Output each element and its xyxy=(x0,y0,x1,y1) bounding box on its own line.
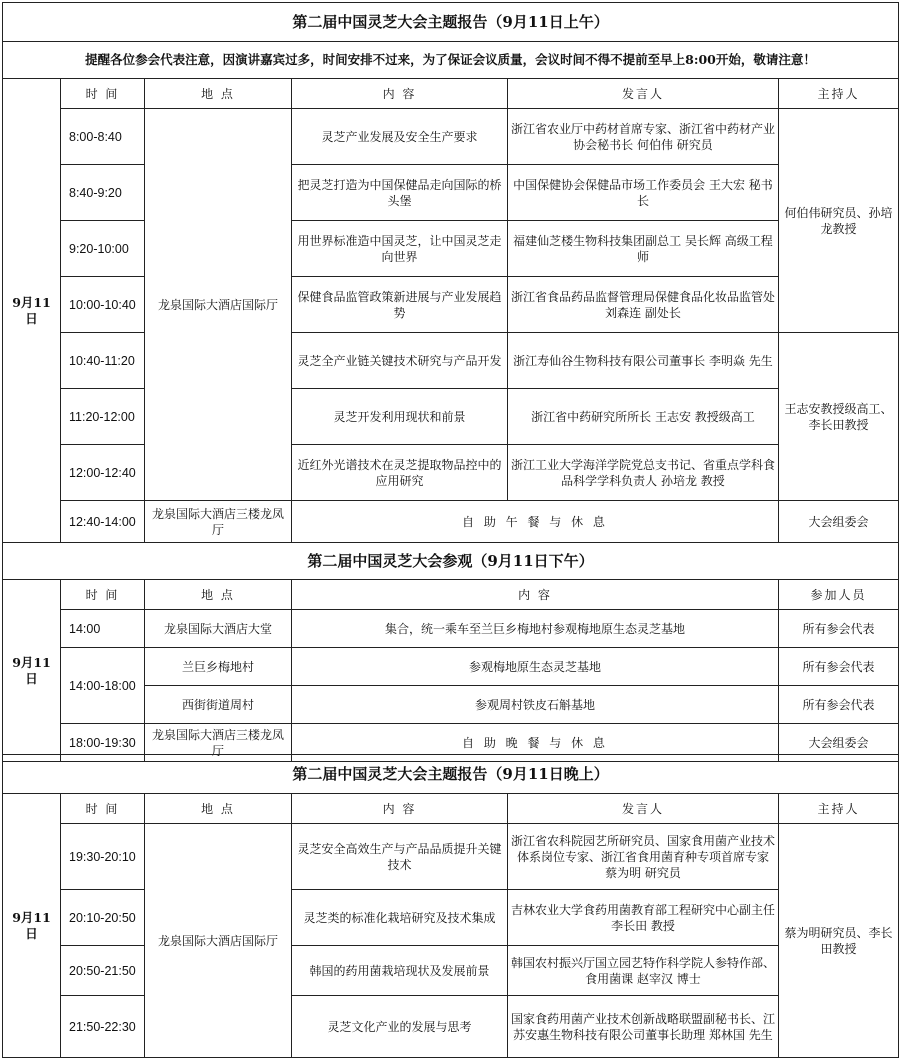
table-row-place: 西街街道周村 xyxy=(145,686,292,724)
table-row-content: 灵芝产业发展及安全生产要求 xyxy=(292,109,508,165)
header-speaker: 发言人 xyxy=(508,79,779,109)
evening-schedule-table xyxy=(2,754,899,1058)
table-row-time: 20:10-20:50 xyxy=(61,890,145,946)
afternoon-visit-table xyxy=(2,542,899,762)
morning-venue: 龙泉国际大酒店国际厅 xyxy=(145,109,292,501)
table-row-content: 灵芝安全高效生产与产品品质提升关键技术 xyxy=(292,824,508,890)
evening-title: 第二届中国灵芝大会主题报告（9月11日晚上） xyxy=(3,755,899,794)
table-row-time: 21:50-22:30 xyxy=(61,996,145,1058)
table-row-time: 8:00-8:40 xyxy=(61,109,145,165)
table-row-people: 所有参会代表 xyxy=(779,648,899,686)
evening-date: 9月11日 xyxy=(3,794,61,1058)
header-time: 时 间 xyxy=(61,79,145,109)
table-row-content: 韩国的药用菌栽培现状及发展前景 xyxy=(292,946,508,996)
table-row-content: 灵芝全产业链关键技术研究与产品开发 xyxy=(292,333,508,389)
table-row-time: 20:50-21:50 xyxy=(61,946,145,996)
evening-venue: 龙泉国际大酒店国际厅 xyxy=(145,824,292,1058)
table-row-speaker: 韩国农村振兴厅国立园艺特作科学院人参特作部、食用菌课 赵宰汉 博士 xyxy=(508,946,779,996)
table-row-time: 12:00-12:40 xyxy=(61,445,145,501)
morning-notice: 提醒各位参会代表注意，因演讲嘉宾过多，时间安排不过来，为了保证会议质量，会议时间不得不提前至早上8:00开始，敬请注意！ xyxy=(3,42,899,79)
header-host: 主持人 xyxy=(779,79,899,109)
table-row-content: 集合，统一乘车至兰巨乡梅地村参观梅地原生态灵芝基地 xyxy=(292,610,779,648)
table-row-content: 用世界标准造中国灵芝，让中国灵芝走向世界 xyxy=(292,221,508,277)
dinner-time: 18:00-19:30 xyxy=(61,724,145,762)
table-row-people: 所有参会代表 xyxy=(779,686,899,724)
table-row-time: 11:20-12:00 xyxy=(61,389,145,445)
table-row-speaker: 浙江省农科院园艺所研究员、国家食用菌产业技术体系岗位专家、浙江省食用菌育种专项首席专家 蔡为明 研究员 xyxy=(508,824,779,890)
table-row-speaker: 国家食药用菌产业技术创新战略联盟副秘书长、江苏安惠生物科技有限公司董事长助理 郑林国 先生 xyxy=(508,996,779,1058)
evening-host: 蔡为明研究员、李长田教授 xyxy=(779,824,899,1058)
morning-host-1: 何伯伟研究员、孙培龙教授 xyxy=(779,109,899,333)
morning-date: 9月11日 xyxy=(3,79,61,543)
dinner-people: 大会组委会 xyxy=(779,724,899,762)
lunch-place: 龙泉国际大酒店三楼龙凤厅 xyxy=(145,501,292,543)
table-row-time: 8:40-9:20 xyxy=(61,165,145,221)
lunch-host: 大会组委会 xyxy=(779,501,899,543)
table-row-time: 10:40-11:20 xyxy=(61,333,145,389)
header-place: 地 点 xyxy=(145,580,292,610)
table-row-place: 龙泉国际大酒店大堂 xyxy=(145,610,292,648)
table-row-time: 10:00-10:40 xyxy=(61,277,145,333)
table-row-content: 灵芝开发利用现状和前景 xyxy=(292,389,508,445)
header-place: 地 点 xyxy=(145,79,292,109)
header-time: 时 间 xyxy=(61,794,145,824)
morning-schedule-table xyxy=(2,2,899,543)
header-content: 内 容 xyxy=(292,794,508,824)
header-speaker: 发言人 xyxy=(508,794,779,824)
afternoon-date: 9月11日 xyxy=(3,580,61,762)
header-content: 内 容 xyxy=(292,79,508,109)
lunch-time: 12:40-14:00 xyxy=(61,501,145,543)
table-row-content: 灵芝类的标准化栽培研究及技术集成 xyxy=(292,890,508,946)
morning-title: 第二届中国灵芝大会主题报告（9月11日上午） xyxy=(3,3,899,42)
table-row-place: 兰巨乡梅地村 xyxy=(145,648,292,686)
lunch-content: 自 助 午 餐 与 休 息 xyxy=(292,501,779,543)
dinner-content: 自 助 晚 餐 与 休 息 xyxy=(292,724,779,762)
table-row-content: 参观周村铁皮石斛基地 xyxy=(292,686,779,724)
header-place: 地 点 xyxy=(145,794,292,824)
header-time: 时 间 xyxy=(61,580,145,610)
table-row-content: 把灵芝打造为中国保健品走向国际的桥头堡 xyxy=(292,165,508,221)
table-row-speaker: 浙江寿仙谷生物科技有限公司董事长 李明焱 先生 xyxy=(508,333,779,389)
table-row-speaker: 吉林农业大学食药用菌教育部工程研究中心副主任 李长田 教授 xyxy=(508,890,779,946)
table-row-speaker: 浙江工业大学海洋学院党总支书记、省重点学科食品科学学科负责人 孙培龙 教授 xyxy=(508,445,779,501)
table-row-speaker: 浙江省中药研究所所长 王志安 教授级高工 xyxy=(508,389,779,445)
dinner-place: 龙泉国际大酒店三楼龙凤厅 xyxy=(145,724,292,762)
table-row-speaker: 浙江省食品药品监督管理局保健食品化妆品监管处 刘森连 副处长 xyxy=(508,277,779,333)
schedule-page xyxy=(2,2,898,1058)
table-row-content: 近红外光谱技术在灵芝提取物品控中的应用研究 xyxy=(292,445,508,501)
visit-time-span: 14:00-18:00 xyxy=(61,648,145,724)
table-row-people: 所有参会代表 xyxy=(779,610,899,648)
table-row-speaker: 浙江省农业厅中药材首席专家、浙江省中药材产业协会秘书长 何伯伟 研究员 xyxy=(508,109,779,165)
table-row-time: 14:00 xyxy=(61,610,145,648)
afternoon-title: 第二届中国灵芝大会参观（9月11日下午） xyxy=(3,543,899,580)
table-row-content: 参观梅地原生态灵芝基地 xyxy=(292,648,779,686)
header-people: 参加人员 xyxy=(779,580,899,610)
table-row-speaker: 中国保健协会保健品市场工作委员会 王大宏 秘书长 xyxy=(508,165,779,221)
table-row-time: 19:30-20:10 xyxy=(61,824,145,890)
header-host: 主持人 xyxy=(779,794,899,824)
morning-host-2: 王志安教授级高工、李长田教授 xyxy=(779,333,899,501)
table-row-speaker: 福建仙芝楼生物科技集团副总工 吴长辉 高级工程师 xyxy=(508,221,779,277)
table-row-content: 灵芝文化产业的发展与思考 xyxy=(292,996,508,1058)
table-row-content: 保健食品监管政策新进展与产业发展趋势 xyxy=(292,277,508,333)
table-row-time: 9:20-10:00 xyxy=(61,221,145,277)
header-content: 内 容 xyxy=(292,580,779,610)
